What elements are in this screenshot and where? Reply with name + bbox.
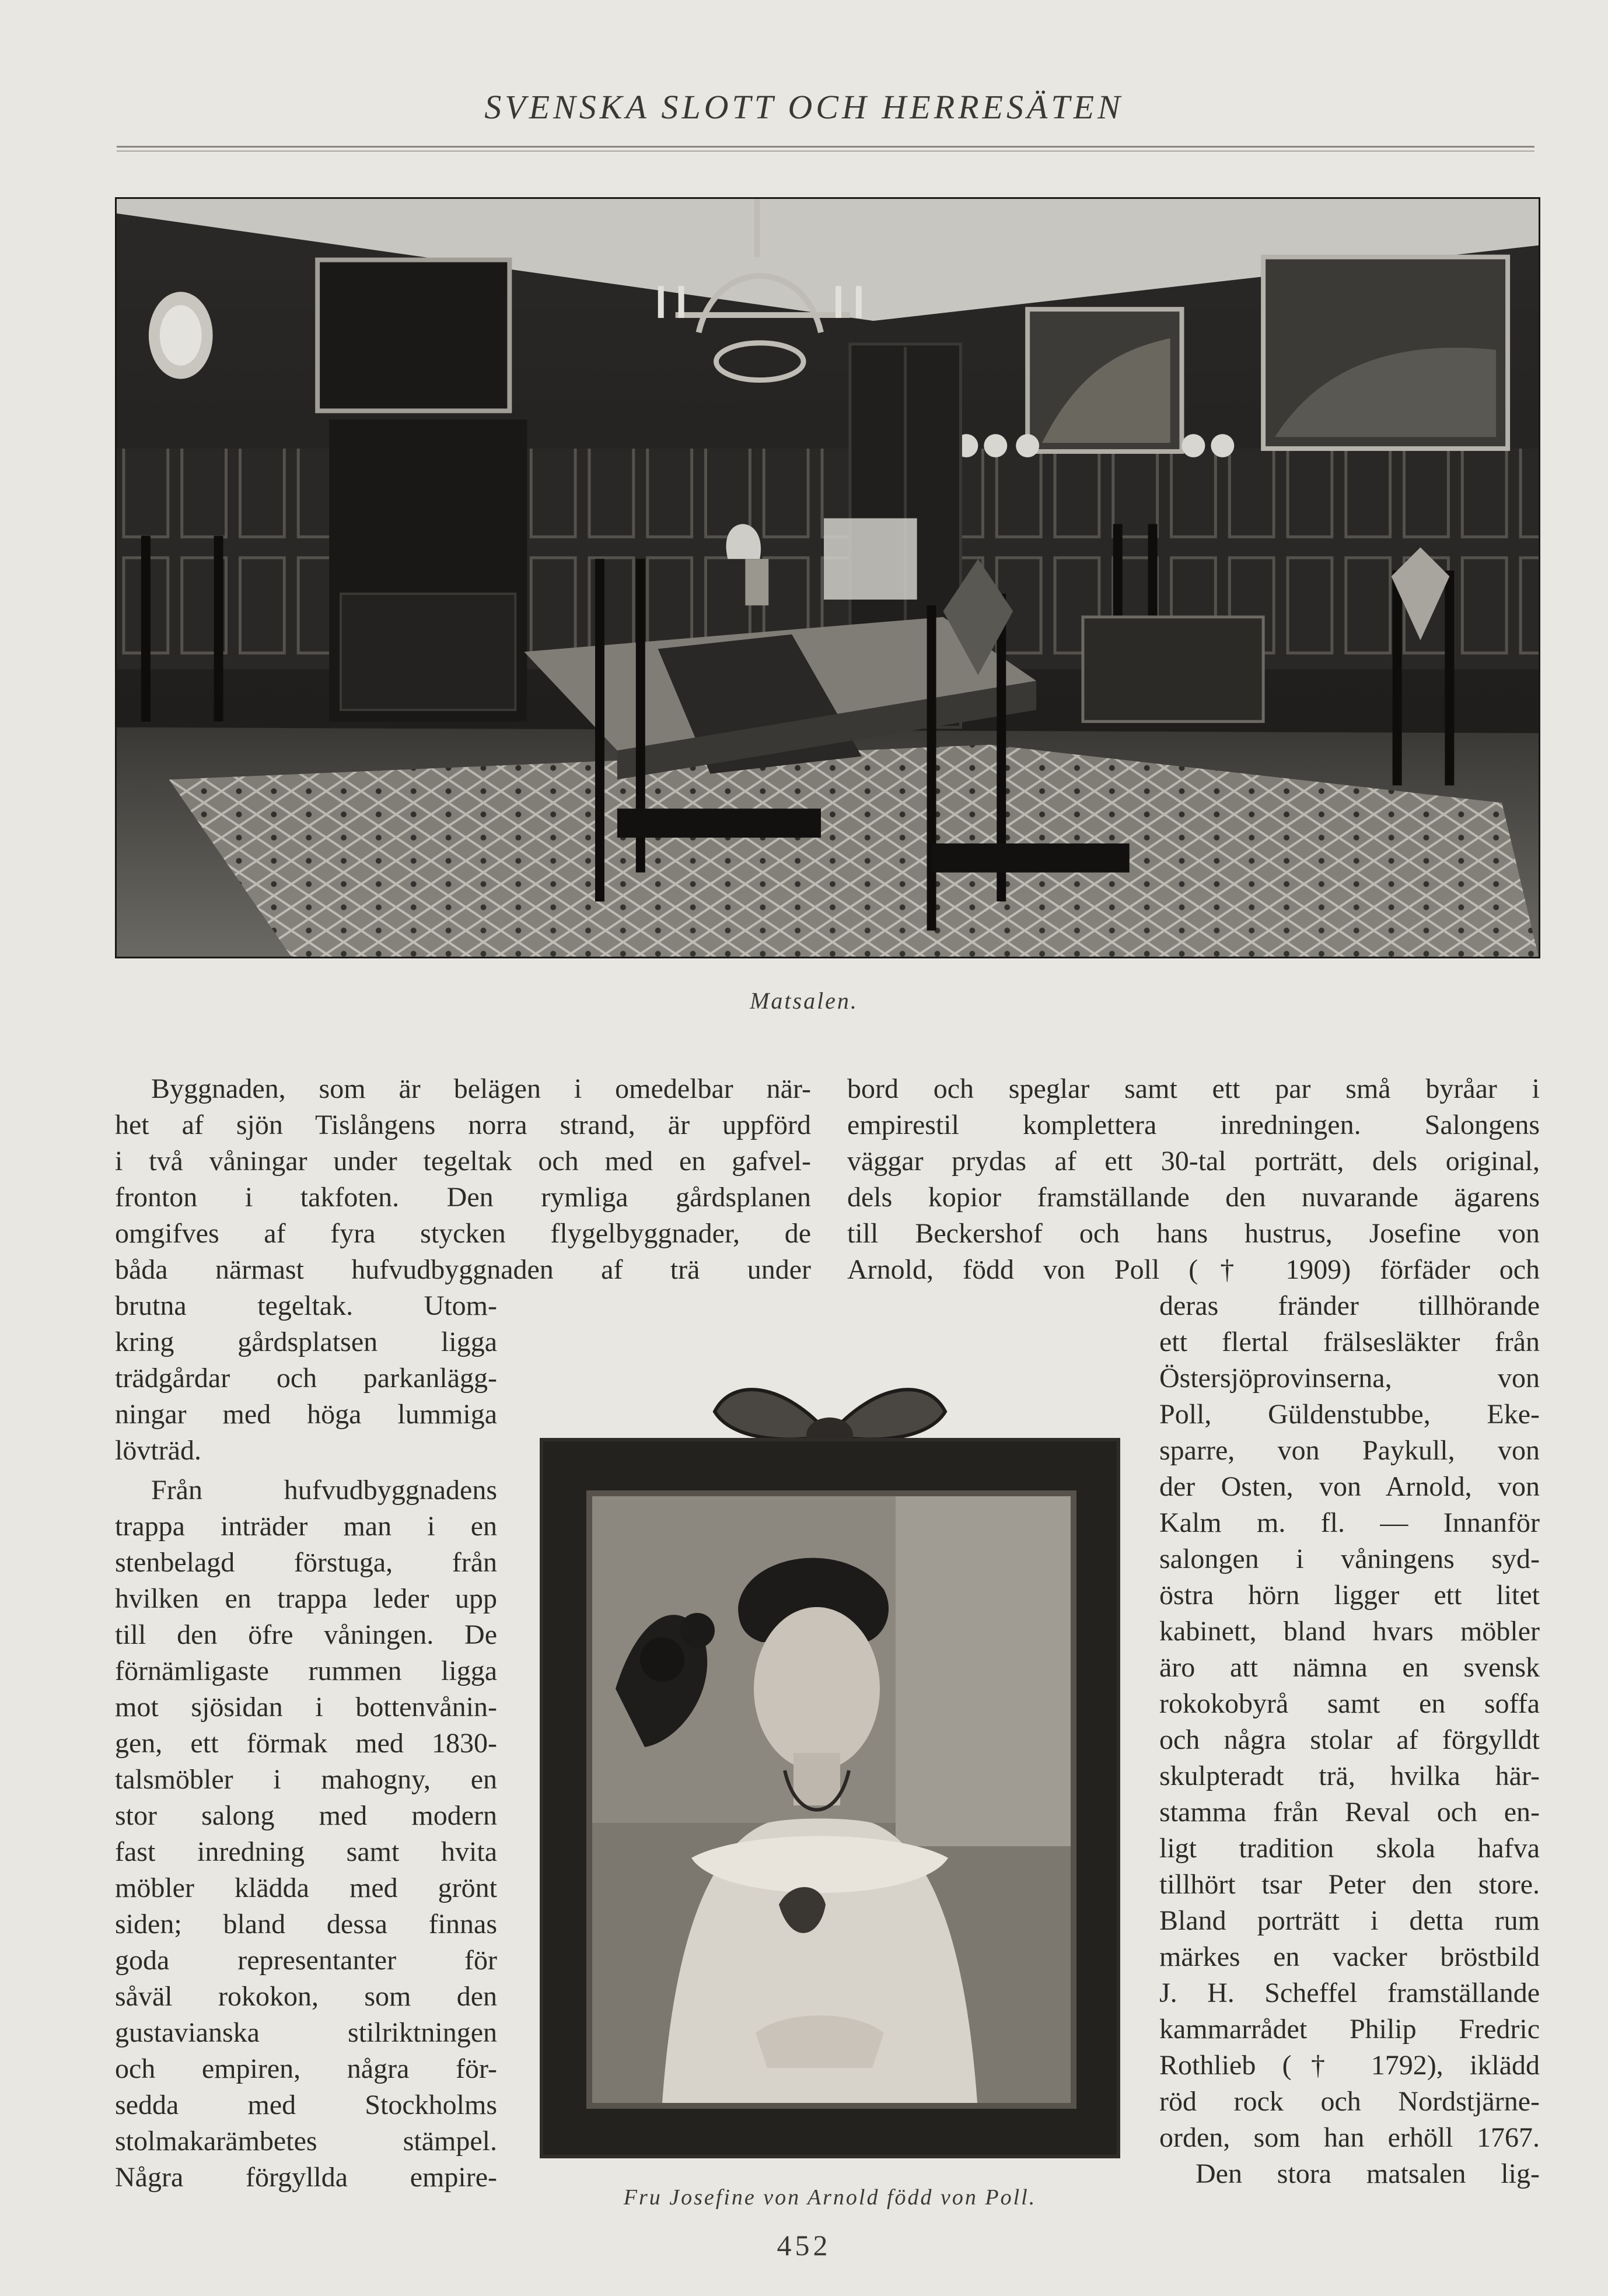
body-text-line: och några stolar af förgylldt — [1159, 1724, 1540, 1755]
body-text-line: tillhört tsar Peter den store. — [1159, 1869, 1540, 1900]
body-text-line: Kalm m. fl. — Innanför — [1159, 1507, 1540, 1538]
body-text-line: möbler klädda med grönt — [115, 1873, 497, 1903]
body-text-line: fast inredning samt hvita — [115, 1836, 497, 1867]
page-number: 452 — [777, 2229, 831, 2262]
body-text-line: goda representanter för — [115, 1945, 497, 1976]
body-text-line: rokokobyrå samt en soffa — [1159, 1688, 1540, 1719]
body-text-line: salongen i våningens syd- — [1159, 1544, 1540, 1574]
body-text-line: Den stora matsalen lig- — [1195, 2158, 1540, 2189]
body-text-line: ligt tradition skola hafva — [1159, 1833, 1540, 1864]
body-text-line: förnämligaste rummen ligga — [115, 1656, 497, 1686]
body-text-line: deras fränder tillhörande — [1159, 1290, 1540, 1321]
body-text-line: ett flertal frälsesläkter från — [1159, 1326, 1540, 1357]
portrait-painting — [586, 1490, 1076, 2109]
body-text-line: Byggnaden, som är belägen i omedelbar när- — [151, 1073, 811, 1104]
body-text-line: stolmakarämbetes stämpel. — [115, 2126, 497, 2157]
body-text-line: äro att nämna en svensk — [1159, 1652, 1540, 1683]
body-text-line: talsmöbler i mahogny, en — [115, 1764, 497, 1795]
body-text-line: brutna tegeltak. Utom- — [115, 1290, 497, 1321]
body-text-line: märkes en vacker bröstbild — [1159, 1941, 1540, 1972]
body-text-line: Rothlieb († 1792), iklädd — [1159, 2050, 1540, 2081]
body-text-line: dels kopior framställande den nuvarande ägarens — [847, 1182, 1540, 1213]
body-text-line: sedda med Stockholms — [115, 2090, 497, 2120]
running-header: SVENSKA SLOTT OCH HERRESÄTEN — [484, 88, 1124, 126]
dining-room-photo — [115, 197, 1540, 958]
body-text-line: gen, ett förmak med 1830- — [115, 1728, 497, 1759]
dining-room-caption: Matsalen. — [750, 988, 858, 1014]
body-text-line: Poll, Güldenstubbe, Eke- — [1159, 1399, 1540, 1430]
body-text-line: empirestil komplettera inredningen. Salongens — [847, 1110, 1540, 1140]
body-text-line: orden, som han erhöll 1767. — [1159, 2122, 1540, 2153]
body-text-line: såväl rokokon, som den — [115, 1981, 497, 2012]
body-text-line: Från hufvudbyggnadens — [151, 1475, 497, 1506]
body-text-line: mot sjösidan i bottenvånin- — [115, 1692, 497, 1723]
body-text-line: J. H. Scheffel framställande — [1159, 1978, 1540, 2008]
header-rule-thin — [117, 150, 1534, 152]
body-text-line: båda närmast hufvudbyggnaden af trä under — [115, 1254, 811, 1285]
body-text-line: trappa inträder man i en — [115, 1511, 497, 1542]
body-text-line: i två våningar under tegeltak och med en gafvel- — [115, 1146, 811, 1177]
body-text-line: östra hörn ligger ett litet — [1159, 1580, 1540, 1611]
body-text-line: stor salong med modern — [115, 1800, 497, 1831]
body-text-line: stamma från Reval och en- — [1159, 1797, 1540, 1828]
body-text-line: stenbelagd förstuga, från — [115, 1547, 497, 1578]
body-text-line: het af sjön Tislångens norra strand, är uppförd — [115, 1110, 811, 1140]
body-text-line: hvilken en trappa leder upp — [115, 1583, 497, 1614]
body-text-line: kabinett, bland hvars möbler — [1159, 1616, 1540, 1647]
body-text-line: Arnold, född von Poll († 1909) förfäder och — [847, 1254, 1540, 1285]
body-text-line: röd rock och Nordstjärne- — [1159, 2086, 1540, 2117]
body-text-line: trädgårdar och parkanlägg- — [115, 1363, 497, 1394]
body-text-line: Bland porträtt i detta rum — [1159, 1905, 1540, 1936]
body-text-line: och empiren, några för- — [115, 2053, 497, 2084]
body-text-line: omgifves af fyra stycken flygelbyggnader, de — [115, 1218, 811, 1249]
body-text-line: lövträd. — [115, 1435, 201, 1466]
body-text-line: till den öfre våningen. De — [115, 1619, 497, 1650]
body-text-line: siden; bland dessa finnas — [115, 1909, 497, 1940]
body-text-line: bord och speglar samt ett par små byråar i — [847, 1073, 1540, 1104]
body-text-line: till Beckershof och hans hustrus, Josefine von — [847, 1218, 1540, 1249]
header-rule — [117, 146, 1534, 148]
body-text-line: ningar med höga lummiga — [115, 1399, 497, 1430]
body-text-line: fronton i takfoten. Den rymliga gårdsplanen — [115, 1182, 811, 1213]
body-text-line: skulpteradt trä, hvilka här- — [1159, 1760, 1540, 1791]
body-text-line: väggar prydas af ett 30-tal porträtt, dels original, — [847, 1146, 1540, 1177]
body-text-line: Östersjöprovinserna, von — [1159, 1363, 1540, 1394]
body-text-line: kammarrådet Philip Fredric — [1159, 2014, 1540, 2045]
body-text-line: Några förgyllda empire- — [115, 2162, 497, 2193]
body-text-line: der Osten, von Arnold, von — [1159, 1471, 1540, 1502]
body-text-line: gustavianska stilriktningen — [115, 2017, 497, 2048]
body-text-line: sparre, von Paykull, von — [1159, 1435, 1540, 1466]
body-text-line: kring gårdsplatsen ligga — [115, 1326, 497, 1357]
portrait-caption: Fru Josefine von Arnold född von Poll. — [623, 2185, 1037, 2210]
